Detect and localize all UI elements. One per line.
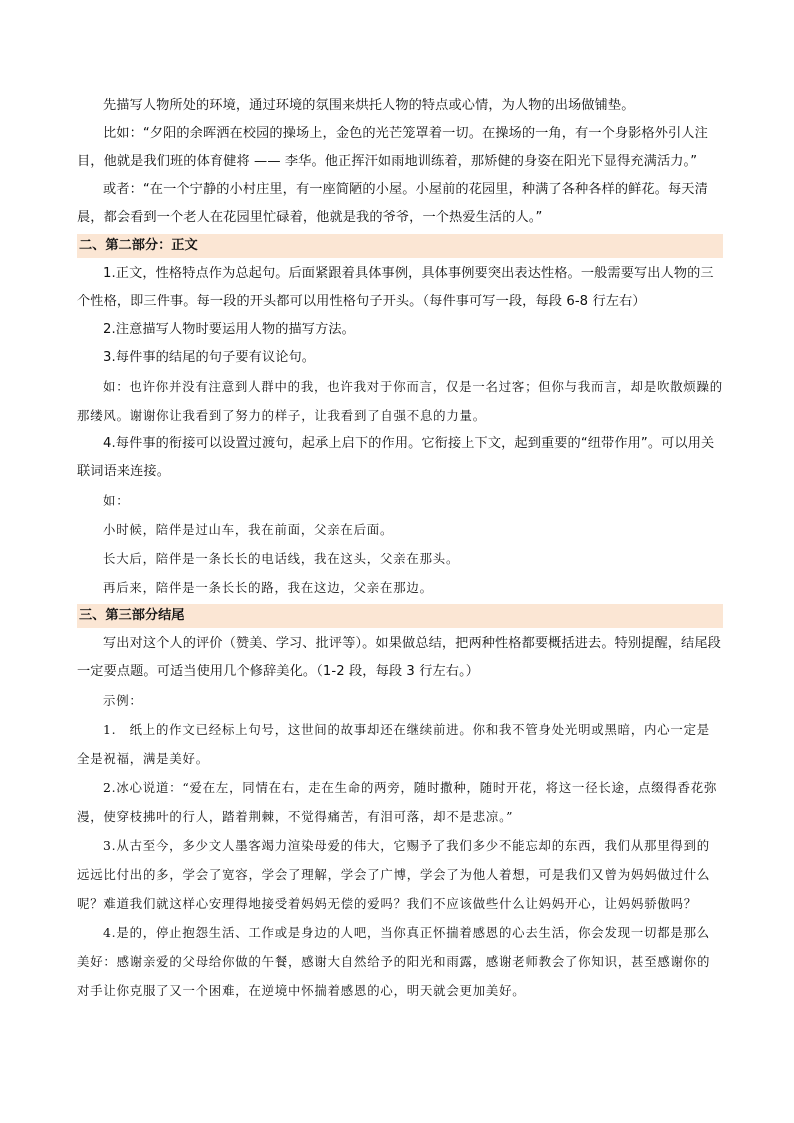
section-3-example-4: 4.是的，停止抱怨生活、工作或是身边的人吧，当你真正怀揣着感恩的心去生活，你会发现一切都是那么美好：感谢亲爱的父母给你做的午餐，感谢大自然给予的阳光和雨露，感谢老师教会了你知识，甚至感谢你的对手让你克服了又一个困难，在逆境中怀揣着感恩的心，明天就会更加美好。: [77, 925, 711, 998]
section-2-heading: 二、第二部分：正文: [77, 234, 723, 258]
intro-paragraph-3: 或者：“在一个宁静的小村庄里，有一座简陋的小屋。小屋前的花园里，种满了各种各样的鲜花。每天清晨，都会看到一个老人在花园里忙碌着，他就是我的爷爷，一个热爱生活的人。”: [77, 182, 708, 225]
section-2-example-label: 如：: [103, 493, 130, 508]
section-3-example-3: 3.从古至今，多少文人墨客竭力渲染母爱的伟大，它赐予了我们多少不能忘却的东西，我们从那里得到的远远比付出的多，学会了宽容，学会了理解，学会了广博，学会了为他人着想，可是我们又曾为妈妈做过什么呢？难道我们就这样心安理得地接受着妈妈无偿的爱吗？我们不应该做些什么让妈妈开心，让妈妈骄傲吗？: [77, 838, 711, 911]
section-3-example-label: 示例：: [103, 693, 143, 708]
document-page: [77, 92, 723, 1005]
section-2-example-line-2: 长大后，陪伴是一条长长的电话线，我在这头，父亲在那头。: [103, 551, 460, 566]
section-3-example-2: 2.冰心说道：“爱在左，同情在右，走在生命的两旁，随时撒种，随时开花，将这一径长途，点缀得香花弥漫，使穿枝拂叶的行人，踏着荆棘，不觉得痛苦，有泪可落，却不是悲凉。”: [77, 780, 718, 824]
section-3-heading: 三、第三部分结尾: [77, 604, 723, 628]
section-2-paragraph-2: 2.注意描写人物时要运用人物的描写方法。: [103, 322, 355, 337]
section-2-example-line-1: 小时候，陪伴是过山车，我在前面，父亲在后面。: [103, 522, 394, 537]
section-2-paragraph-4: 4.每件事的衔接可以设置过渡句，起承上启下的作用。它衔接上下文，起到重要的“纽带作用”。可以用关联词语来连接。: [77, 436, 715, 479]
section-3-paragraph-1: 写出对这个人的评价（赞美、学习、批评等）。如果做总结，把两种性格都要概括进去。特别提醒，结尾段一定要点题。可适当使用几个修辞美化。（1-2 段，每段 3 行左右。）: [77, 636, 721, 679]
intro-paragraph-2: 比如：“夕阳的余晖洒在校园的操场上，金色的光芒笼罩着一切。在操场的一角，有一个身影格外引人注目，他就是我们班的体育健将 —— 李华。他正挥汗如雨地训练着，那矫健的身姿在阳光下显得充满活力。”: [77, 126, 708, 169]
intro-paragraph-1: 先描写人物所处的环境，通过环境的氛围来烘托人物的特点或心情，为人物的出场做铺垫。: [103, 98, 635, 113]
section-2-example-1: 如：也许你并没有注意到人群中的我，也许我对于你而言，仅是一名过客；但你与我而言，却是吹散烦躁的那缕风。谢谢你让我看到了努力的样子，让我看到了自强不息的力量。: [77, 379, 723, 423]
section-3-example-1: 1. 纸上的作文已经标上句号，这世间的故事却还在继续前进。你和我不管身处光明或黑暗，内心一定是全是祝福，满是美好。: [77, 722, 710, 766]
section-2-paragraph-3: 3.每件事的结尾的句子要有议论句。: [103, 350, 316, 365]
section-2-example-line-3: 再后来，陪伴是一条长长的路，我在这边，父亲在那边。: [103, 580, 433, 595]
section-2-paragraph-1: 1.正文，性格特点作为总起句。后面紧跟着具体事例，具体事例要突出表达性格。一般需要写出人物的三个性格，即三件事。每一段的开头都可以用性格句子开头。（每件事可写一段，每段 6-8 行左右）: [77, 266, 714, 309]
